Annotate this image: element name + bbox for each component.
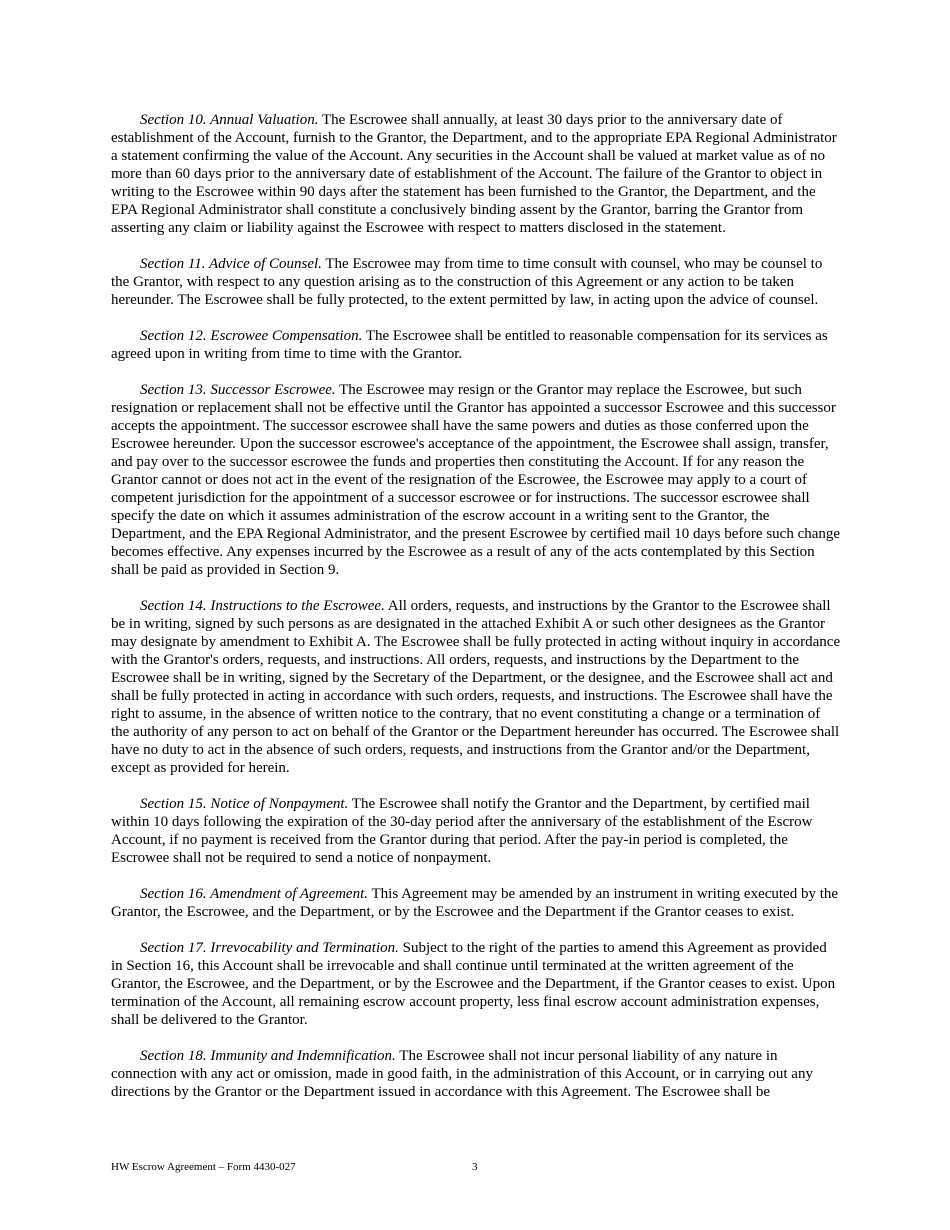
footer-page-number: 3 <box>472 1161 478 1173</box>
footer-form-label: HW Escrow Agreement – Form 4430-027 <box>111 1161 296 1173</box>
section-heading: Section 15. Notice of Nonpayment. <box>140 796 349 812</box>
section-16-amendment-of-agreement <box>111 885 841 921</box>
section-body: The Escrowee shall not incur personal liability of any nature in connection with any act or omission, made in good faith, in the administration of this Account, or in carrying out any directions by the Grantor or the Department issued in accordance with this Agreement. The Escrowee shall be <box>111 1048 813 1100</box>
section-15-notice-of-nonpayment <box>111 795 841 867</box>
section-heading: Section 18. Immunity and Indemnification. <box>140 1048 396 1064</box>
document-page <box>111 111 841 1119</box>
section-body: The Escrowee shall be entitled to reasonable compensation for its services as agreed upon in writing from time to time with the Grantor. <box>111 328 828 362</box>
section-body: This Agreement may be amended by an instrument in writing executed by the Grantor, the Escrowee, and the Department, or by the Escrowee and the Department if the Grantor ceases to exist. <box>111 886 839 920</box>
section-heading: Section 17. Irrevocability and Termination. <box>140 940 399 956</box>
section-heading: Section 10. Annual Valuation. <box>140 112 319 128</box>
section-17-irrevocability-and-termination <box>111 939 841 1029</box>
section-heading: Section 16. Amendment of Agreement. <box>140 886 369 902</box>
page-footer <box>111 1160 841 1174</box>
section-body: The Escrowee may resign or the Grantor may replace the Escrowee, but such resignation or replacement shall not be effective until the Grantor has appointed a successor Escrowee and this successor accepts the appointment. The successor escrowee shall have the same powers and duties as those conferred upon the Escrowee hereunder. Upon the successor escrowee's acceptance of the appointment, the Escrowee shall assign, transfer, and pay over to the successor escrowee the funds and properties then constituting the Account. If for any reason the Grantor cannot or does not act in the event of the resignation of the Escrowee, the Escrowee may apply to a court of competent jurisdiction for the appointment of a successor escrowee or for instructions. The successor escrowee shall specify the date on which it assumes administration of the escrow account in a writing sent to the Grantor, the Department, and the EPA Regional Administrator, and the present Escrowee by certified mail 10 days before such change becomes effective. Any expenses incurred by the Escrowee as a result of any of the acts contemplated by this Section shall be paid as provided in Section 9. <box>111 382 841 578</box>
section-heading: Section 11. Advice of Counsel. <box>140 256 322 272</box>
section-12-escrowee-compensation <box>111 327 841 363</box>
section-10-annual-valuation <box>111 111 841 237</box>
section-heading: Section 12. Escrowee Compensation. <box>140 328 363 344</box>
section-body: The Escrowee may from time to time consult with counsel, who may be counsel to the Grantor, with respect to any question arising as to the construction of this Agreement or any action to be taken hereunder. The Escrowee shall be fully protected, to the extent permitted by law, in acting upon the advice of counsel. <box>111 256 823 308</box>
section-18-immunity-and-indemnification <box>111 1047 841 1101</box>
section-body: The Escrowee shall notify the Grantor and the Department, by certified mail within 10 days following the expiration of the 30-day period after the anniversary of the establishment of the Escrow Account, if no payment is received from the Grantor during that period. After the pay-in period is completed, the Escrowee shall not be required to send a notice of nonpayment. <box>111 796 813 866</box>
section-heading: Section 14. Instructions to the Escrowee. <box>140 598 385 614</box>
section-14-instructions-to-escrowee <box>111 597 841 777</box>
section-body: Subject to the right of the parties to amend this Agreement as provided in Section 16, this Account shall be irrevocable and shall continue until terminated at the written agreement of the Grantor, the Escrowee, and the Department, or by the Escrowee and the Department, if the Grantor ceases to exist. Upon termination of the Account, all remaining escrow account property, less final escrow account administration expenses, shall be delivered to the Grantor. <box>111 940 836 1028</box>
section-body: The Escrowee shall annually, at least 30 days prior to the anniversary date of establishment of the Account, furnish to the Grantor, the Department, and to the appropriate EPA Regional Administrator a statement confirming the value of the Account. Any securities in the Account shall be valued at market value as of no more than 60 days prior to the anniversary date of establishment of the Account. The failure of the Grantor to object in writing to the Escrowee within 90 days after the statement has been furnished to the Grantor, the Department, and the EPA Regional Administrator shall constitute a conclusively binding assent by the Grantor, barring the Grantor from asserting any claim or liability against the Escrowee with respect to matters disclosed in the statement. <box>111 112 837 236</box>
section-11-advice-of-counsel <box>111 255 841 309</box>
section-13-successor-escrowee <box>111 381 841 579</box>
section-body: All orders, requests, and instructions by the Grantor to the Escrowee shall be in writing, signed by such persons as are designated in the attached Exhibit A or such other designees as the Grantor may designate by amendment to Exhibit A. The Escrowee shall be fully protected in acting without inquiry in accordance with the Grantor's orders, requests, and instructions. All orders, requests, and instructions by the Department to the Escrowee shall be in writing, signed by the Secretary of the Department, or the designee, and the Escrowee shall act and shall be fully protected in acting in accordance with such orders, requests, and instructions. The Escrowee shall have the right to assume, in the absence of written notice to the contrary, that no event constituting a change or a termination of the authority of any person to act on behalf of the Grantor or the Department hereunder has occurred. The Escrowee shall have no duty to act in the absence of such orders, requests, and instructions from the Grantor and/or the Department, except as provided for herein. <box>111 598 841 776</box>
section-heading: Section 13. Successor Escrowee. <box>140 382 336 398</box>
